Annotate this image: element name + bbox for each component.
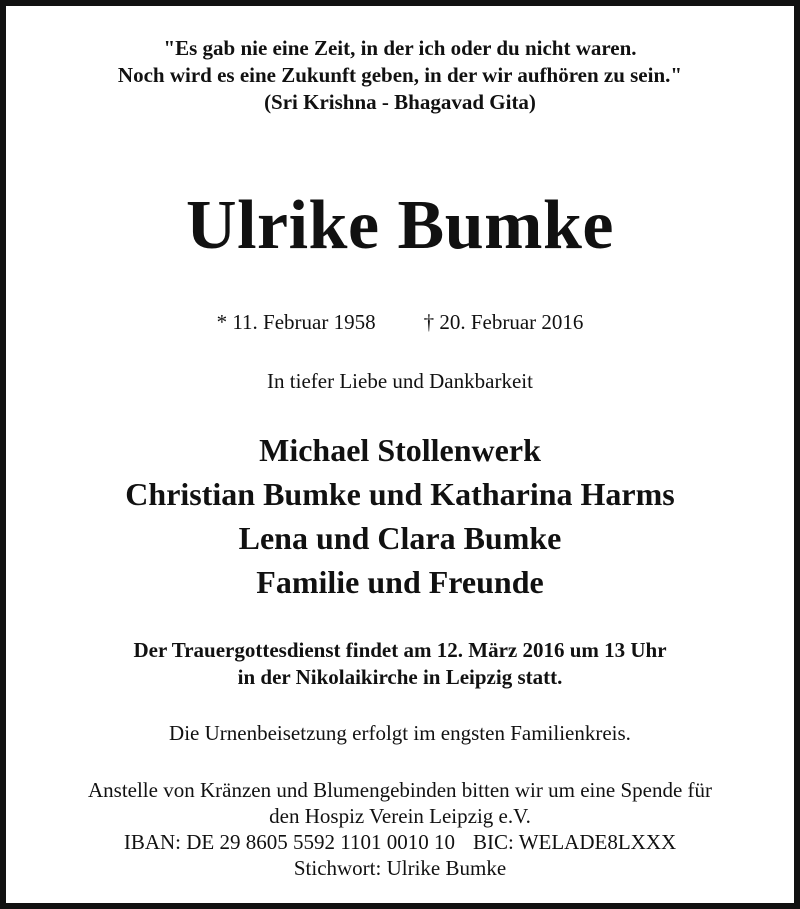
- iban: IBAN: DE 29 8605 5592 1101 0010 10: [123, 830, 455, 854]
- bic: BIC: WELADE8LXXX: [472, 830, 677, 854]
- quote-source: (Sri Krishna - Bhagavad Gita): [264, 90, 536, 114]
- death-date: † 20. Februar 2016: [423, 310, 584, 334]
- donation-keyword: Stichwort: Ulrike Bumke: [293, 856, 507, 880]
- birth-date: * 11. Februar 1958: [216, 310, 376, 334]
- deceased-name: Ulrike Bumke: [186, 187, 614, 264]
- dedication: In tiefer Liebe und Dankbarkeit: [267, 369, 533, 393]
- mourner-3: Lena und Clara Bumke: [238, 520, 562, 556]
- mourner-1: Michael Stollenwerk: [259, 432, 541, 468]
- donation-line-1: Anstelle von Kränzen und Blumengebinden bitten wir um eine Spende für: [87, 778, 712, 802]
- quote-line-1: "Es gab nie eine Zeit, in der ich oder du nicht waren.: [163, 36, 637, 60]
- service-line-2: in der Nikolaikirche in Leipzig statt.: [237, 665, 563, 689]
- quote-line-2: Noch wird es eine Zukunft geben, in der wir aufhören zu sein.": [117, 63, 683, 87]
- bank-details: [6, 830, 794, 854]
- mourner-2: Christian Bumke und Katharina Harms: [125, 476, 675, 512]
- life-dates: [6, 309, 794, 335]
- donation-line-2: den Hospiz Verein Leipzig e.V.: [269, 804, 531, 828]
- burial-note: Die Urnenbeisetzung erfolgt im engsten Familienkreis.: [169, 721, 631, 745]
- mourner-4: Familie und Freunde: [256, 564, 544, 600]
- service-line-1: Der Trauergottesdienst findet am 12. März 2016 um 13 Uhr: [133, 638, 667, 662]
